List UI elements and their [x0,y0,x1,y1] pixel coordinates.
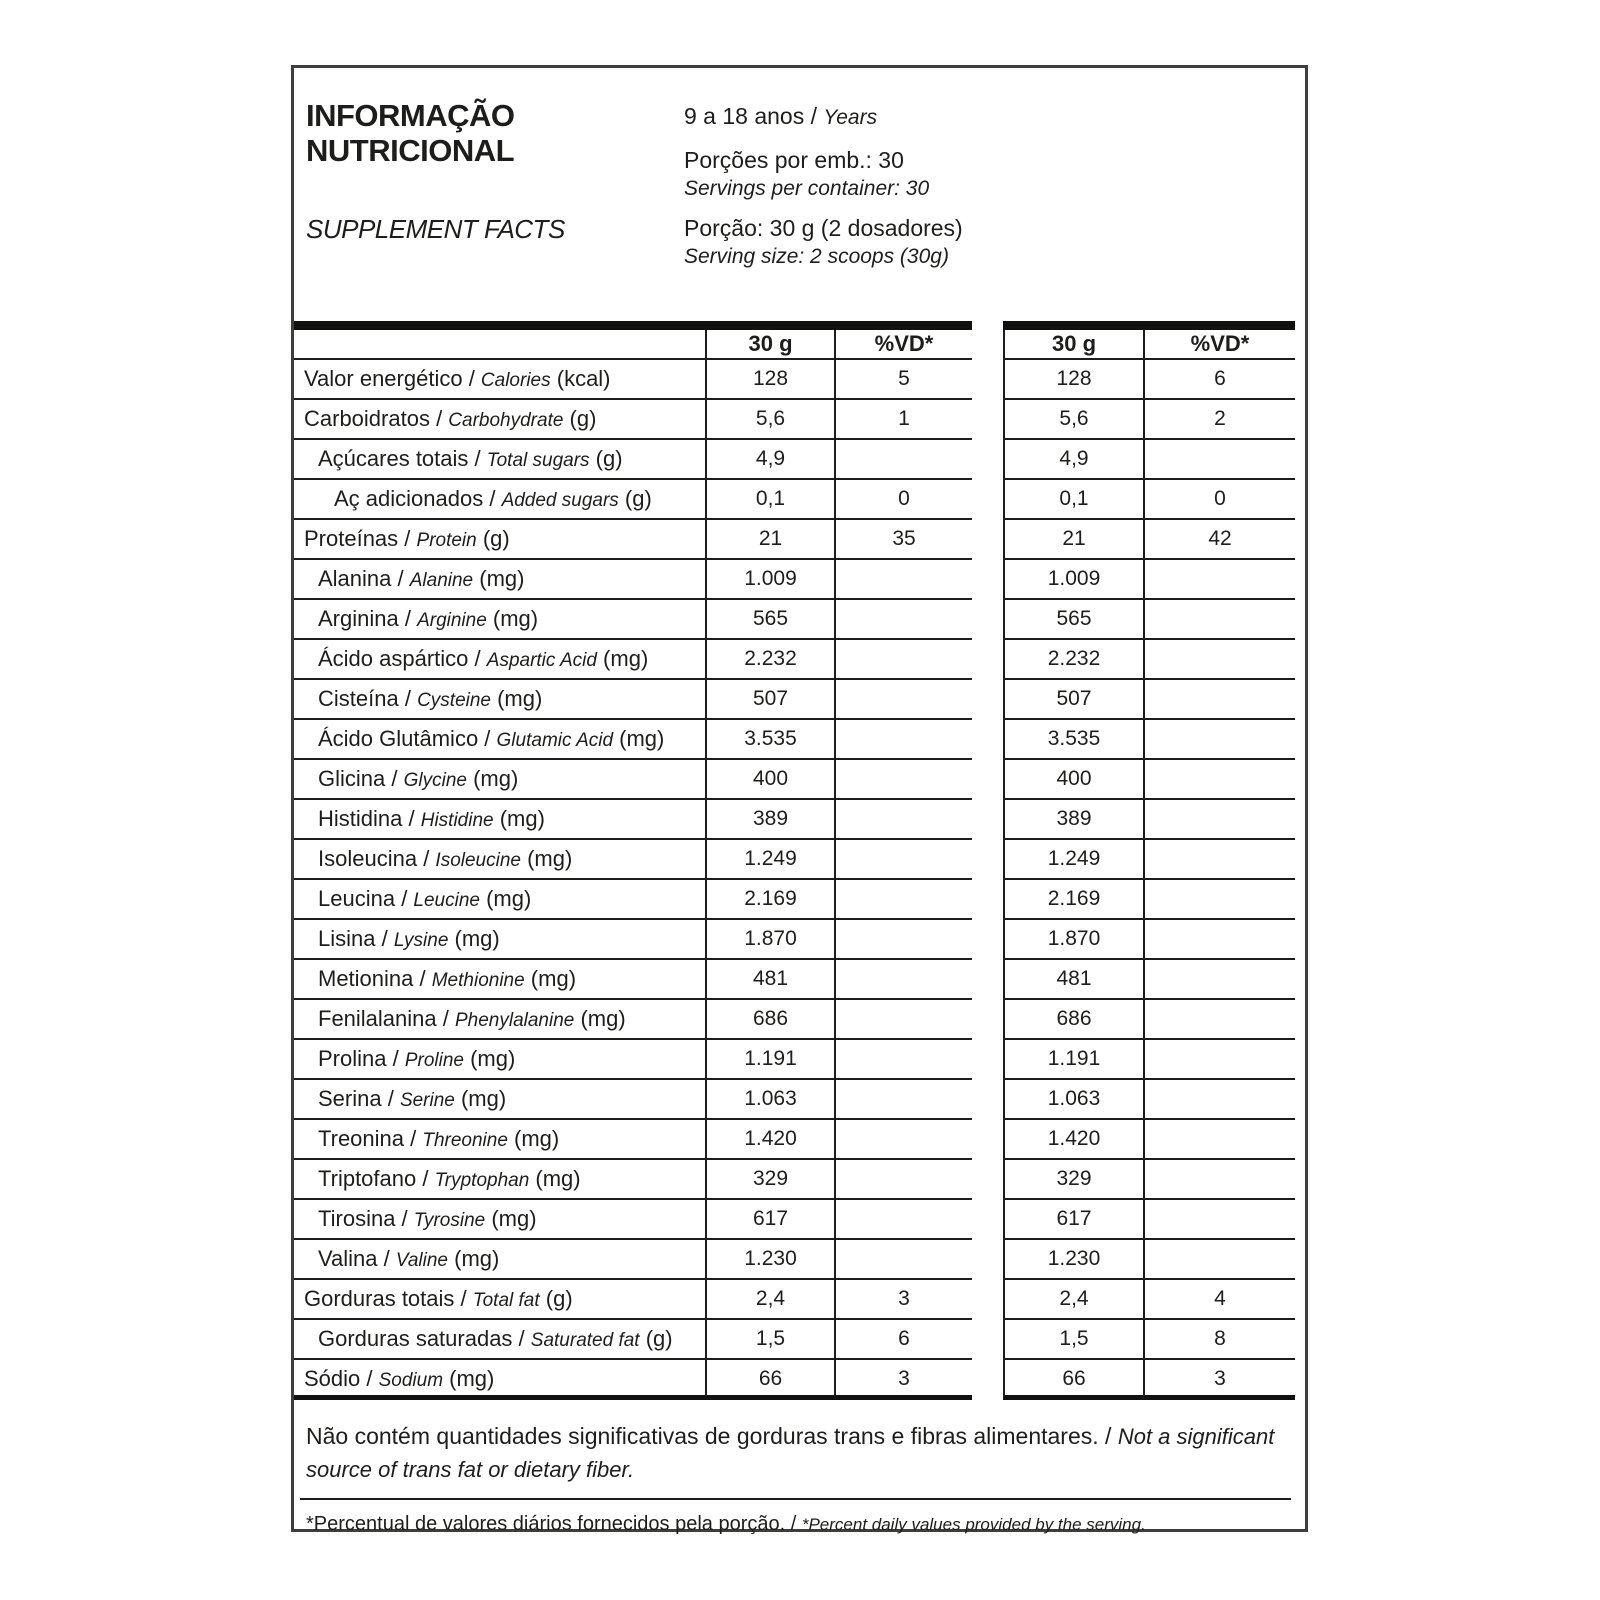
row-label-pt: Metionina [318,966,414,991]
column-header-dv-2: %VD* [1143,330,1295,360]
slash-separator: / [413,966,432,991]
row-label-pt: Leucina [318,886,396,911]
dv-cell-2: 6 [1143,360,1295,400]
row-label-pt: Aç adicionados [334,486,484,511]
servings-per-container-pt: Porções por emb.: 30 [684,147,904,173]
row-label-pt: Alanina [318,566,392,591]
dv-cell-2 [1143,1200,1295,1240]
row-unit: (mg) [529,1166,581,1191]
dv-cell-2: 4 [1143,1280,1295,1320]
amount-cell-2: 400 [1003,760,1143,800]
row-label-en: Isoleucine [435,850,521,871]
row-label [294,520,705,560]
dv-cell-2 [1143,640,1295,680]
row-unit: (mg) [493,806,545,831]
row-label-en: Glycine [403,770,467,791]
row-label [294,1200,705,1240]
row-unit: (g) [563,406,597,431]
row-label-pt: Sódio [304,1366,361,1391]
column-gap [972,920,1003,960]
row-label-pt: Isoleucina [318,846,418,871]
amount-cell-2: 1.420 [1003,1120,1143,1160]
dv-cell-1: 3 [834,1280,972,1320]
dv-cell-2 [1143,1040,1295,1080]
slash-separator: / [804,103,824,129]
row-label-en: Total sugars [486,450,590,471]
slash-separator: / [512,1326,531,1351]
dv-cell-2: 3 [1143,1360,1295,1400]
row-unit: (mg) [520,846,573,871]
row-label [294,1160,705,1200]
column-gap [972,400,1003,440]
row-unit: (mg) [454,1086,507,1111]
slash-separator: / [391,566,410,591]
amount-cell-1: 400 [705,760,834,800]
dv-cell-2 [1143,720,1295,760]
table-top-bar-gap [972,321,1003,330]
slash-separator: / [416,1166,435,1191]
row-unit: (mg) [524,966,577,991]
column-gap [972,1120,1003,1160]
row-unit: (g) [639,1326,673,1351]
footnote-divider [300,1498,1291,1500]
row-label-en: Carbohydrate [448,410,564,431]
row-label [294,1040,705,1080]
row-unit: (mg) [596,646,649,671]
dv-cell-1 [834,1080,972,1120]
row-label [294,400,705,440]
row-label-pt: Prolina [318,1046,387,1071]
daily-value-footnote [306,1513,1295,1536]
serving-info [684,98,1295,321]
trans-fat-note [306,1420,1291,1486]
amount-cell-1: 686 [705,1000,834,1040]
row-label-pt: Açúcares totais [318,446,469,471]
dv-cell-2 [1143,760,1295,800]
slash-separator: / [377,1246,396,1271]
dv-cell-1 [834,1120,972,1160]
amount-cell-1: 21 [705,520,834,560]
amount-cell-2: 1.249 [1003,840,1143,880]
column-gap [972,1040,1003,1080]
row-label-pt: Cisteína [318,686,399,711]
serving-size-en: Serving size: 2 scoops (30g) [684,245,949,268]
row-unit: (mg) [473,566,525,591]
row-unit: (mg) [507,1126,560,1151]
slash-separator: / [404,1126,423,1151]
dv-cell-2 [1143,600,1295,640]
dv-cell-1 [834,720,972,760]
row-label [294,1360,705,1400]
dv-cell-1 [834,440,972,480]
amount-cell-1: 1.230 [705,1240,834,1280]
row-label-pt: Gorduras saturadas [318,1326,513,1351]
column-gap [972,1320,1003,1360]
row-unit: (g) [539,1286,573,1311]
row-label-en: Protein [416,530,477,551]
dv-cell-2 [1143,680,1295,720]
label-header [294,68,1305,321]
amount-cell-2: 1.191 [1003,1040,1143,1080]
dv-cell-1 [834,960,972,1000]
amount-cell-2: 1.230 [1003,1240,1143,1280]
column-gap [972,1240,1003,1280]
row-label-pt: Ácido aspártico [318,646,469,671]
slash-separator: / [398,526,417,551]
serving-size-pt: Porção: 30 g (2 dosadores) [684,215,963,241]
row-unit: (mg) [466,766,519,791]
slash-separator: / [468,646,487,671]
slash-separator: / [454,1286,473,1311]
row-label-pt: Ácido Glutâmico [318,726,479,751]
dv-cell-1: 0 [834,480,972,520]
panel-title-pt-line1: INFORMAÇÃO [306,98,515,133]
dv-cell-1: 6 [834,1320,972,1360]
amount-cell-1: 1.870 [705,920,834,960]
row-label [294,680,705,720]
dv-cell-1: 35 [834,520,972,560]
dv-cell-2 [1143,560,1295,600]
column-gap [972,560,1003,600]
amount-cell-1: 481 [705,960,834,1000]
slash-separator: / [429,406,449,431]
header-empty-cell [294,330,705,360]
row-unit: (mg) [448,1246,500,1271]
column-gap [972,1360,1003,1400]
row-unit: (mg) [485,1206,537,1231]
row-label-pt: Valor energético [304,366,463,391]
trans-fat-note-pt: Não contém quantidades significativas de gorduras trans e fibras alimentares. [306,1423,1099,1449]
row-label [294,560,705,600]
row-label-pt: Gorduras totais [304,1286,455,1311]
row-label [294,640,705,680]
dv-cell-1 [834,560,972,600]
column-gap [972,600,1003,640]
slash-separator: / [395,886,414,911]
slash-separator: / [385,766,404,791]
amount-cell-2: 2,4 [1003,1280,1143,1320]
dv-cell-1 [834,1160,972,1200]
column-header-amount-2: 30 g [1003,330,1143,360]
amount-cell-1: 1.249 [705,840,834,880]
row-label-en: Threonine [422,1130,508,1151]
amount-cell-1: 2,4 [705,1280,834,1320]
dv-cell-2 [1143,440,1295,480]
slash-separator: / [395,1206,414,1231]
table-top-bar-left [294,321,972,330]
amount-cell-2: 686 [1003,1000,1143,1040]
dv-cell-1 [834,920,972,960]
slash-separator: / [417,846,436,871]
table-top-bar-right [1003,321,1295,330]
row-label-en: Tryptophan [434,1170,530,1191]
row-label [294,1080,705,1120]
row-label-en: Arginine [417,610,487,631]
dv-cell-1 [834,640,972,680]
amount-cell-2: 2.169 [1003,880,1143,920]
dv-cell-2 [1143,1000,1295,1040]
row-label [294,1120,705,1160]
row-label [294,1240,705,1280]
row-label-en: Phenylalanine [454,1010,575,1031]
amount-cell-2: 66 [1003,1360,1143,1400]
amount-cell-1: 3.535 [705,720,834,760]
row-label-pt: Treonina [318,1126,405,1151]
slash-separator: / [402,806,421,831]
row-label [294,880,705,920]
amount-cell-2: 617 [1003,1200,1143,1240]
panel-title-pt-line2: NUTRICIONAL [306,133,515,168]
daily-value-footnote-pt: *Percentual de valores diários fornecidos pela porção. [306,1513,786,1535]
dv-cell-2 [1143,1120,1295,1160]
age-range-pt: 9 a 18 anos [684,103,805,129]
row-label-en: Leucine [413,890,480,911]
row-label [294,1320,705,1360]
amount-cell-1: 507 [705,680,834,720]
nutrition-table [294,321,1305,1400]
amount-cell-2: 1.009 [1003,560,1143,600]
row-label-en: Glutamic Acid [496,730,614,751]
dv-cell-2 [1143,1160,1295,1200]
dv-cell-1 [834,880,972,920]
dv-cell-1 [834,1200,972,1240]
column-gap [972,360,1003,400]
row-label [294,360,705,400]
amount-cell-1: 389 [705,800,834,840]
row-label [294,840,705,880]
amount-cell-2: 565 [1003,600,1143,640]
amount-cell-2: 5,6 [1003,400,1143,440]
amount-cell-2: 128 [1003,360,1143,400]
row-unit: (g) [618,486,652,511]
column-gap [972,840,1003,880]
row-unit: (mg) [463,1046,516,1071]
dv-cell-1: 3 [834,1360,972,1400]
dv-cell-2 [1143,840,1295,880]
row-label [294,800,705,840]
dv-cell-1 [834,840,972,880]
amount-cell-1: 617 [705,1200,834,1240]
amount-cell-2: 0,1 [1003,480,1143,520]
row-label-pt: Arginina [318,606,399,631]
row-label [294,920,705,960]
amount-cell-2: 389 [1003,800,1143,840]
row-label-en: Valine [395,1250,448,1271]
panel-title-en: SUPPLEMENT FACTS [306,214,565,244]
row-label-pt: Proteínas [304,526,399,551]
amount-cell-2: 507 [1003,680,1143,720]
row-unit: (mg) [613,726,665,751]
amount-cell-1: 2.232 [705,640,834,680]
dv-cell-1 [834,1240,972,1280]
row-label [294,1000,705,1040]
column-gap [972,1080,1003,1120]
amount-cell-2: 329 [1003,1160,1143,1200]
trans-fat-note-en: Not a significant source of trans fat or dietary fiber. [306,1424,1275,1482]
dv-cell-1 [834,680,972,720]
column-gap [972,1160,1003,1200]
column-gap [972,1000,1003,1040]
amount-cell-2: 4,9 [1003,440,1143,480]
column-gap [972,760,1003,800]
amount-cell-1: 0,1 [705,480,834,520]
slash-separator: / [1098,1423,1118,1449]
amount-cell-1: 329 [705,1160,834,1200]
row-label-en: Added sugars [501,490,619,511]
dv-cell-2: 2 [1143,400,1295,440]
row-label-pt: Triptofano [318,1166,417,1191]
column-gap [972,440,1003,480]
column-gap [972,880,1003,920]
column-gap [972,330,1003,360]
row-label-pt: Lisina [318,926,376,951]
dv-cell-2 [1143,1240,1295,1280]
slash-separator: / [478,726,497,751]
amount-cell-1: 1,5 [705,1320,834,1360]
row-label-en: Histidine [420,810,494,831]
row-unit: (g) [589,446,623,471]
row-label-en: Proline [404,1050,464,1071]
slash-separator: / [398,606,418,631]
row-unit: (mg) [574,1006,626,1031]
row-label [294,720,705,760]
row-unit: (mg) [448,926,500,951]
row-label-en: Calories [480,370,551,391]
daily-value-footnote-en: *Percent daily values provided by the serving. [801,1515,1146,1534]
row-label-en: Methionine [431,970,525,991]
dv-cell-1: 1 [834,400,972,440]
column-gap [972,680,1003,720]
dv-cell-2: 8 [1143,1320,1295,1360]
nutrition-label-panel [291,65,1308,1535]
dv-cell-2: 42 [1143,520,1295,560]
row-label-en: Lysine [393,930,449,951]
dv-cell-1 [834,600,972,640]
row-label-pt: Histidina [318,806,403,831]
column-header-dv-1: %VD* [834,330,972,360]
slash-separator: / [375,926,394,951]
row-label-pt: Serina [318,1086,382,1111]
amount-cell-2: 481 [1003,960,1143,1000]
row-unit: (mg) [490,686,543,711]
row-unit: (mg) [479,886,532,911]
amount-cell-2: 2.232 [1003,640,1143,680]
amount-cell-1: 4,9 [705,440,834,480]
column-gap [972,1280,1003,1320]
row-label-en: Alanine [409,570,474,591]
servings-per-container-en: Servings per container: 30 [684,177,930,200]
column-gap [972,640,1003,680]
row-label [294,600,705,640]
slash-separator: / [398,686,418,711]
row-label-pt: Fenilalanina [318,1006,437,1031]
slash-separator: / [436,1006,455,1031]
amount-cell-1: 66 [705,1360,834,1400]
amount-cell-2: 1.063 [1003,1080,1143,1120]
amount-cell-2: 3.535 [1003,720,1143,760]
row-label [294,960,705,1000]
amount-cell-1: 128 [705,360,834,400]
dv-cell-2 [1143,920,1295,960]
row-unit: (kcal) [550,366,611,391]
amount-cell-1: 2.169 [705,880,834,920]
amount-cell-1: 565 [705,600,834,640]
slash-separator: / [462,366,481,391]
row-label [294,760,705,800]
dv-cell-1: 5 [834,360,972,400]
column-gap [972,480,1003,520]
dv-cell-2 [1143,960,1295,1000]
column-gap [972,720,1003,760]
amount-cell-2: 1,5 [1003,1320,1143,1360]
column-gap [972,800,1003,840]
row-label-en: Tyrosine [413,1210,486,1231]
slash-separator: / [360,1366,379,1391]
age-range [684,103,1295,130]
row-label-en: Saturated fat [530,1330,640,1351]
amount-cell-2: 1.870 [1003,920,1143,960]
slash-separator: / [785,1513,802,1535]
age-range-en: Years [823,106,878,129]
row-label-en: Aspartic Acid [486,650,597,671]
dv-cell-2: 0 [1143,480,1295,520]
label-header-left [306,98,684,321]
amount-cell-1: 1.009 [705,560,834,600]
row-label-pt: Valina [318,1246,378,1271]
dv-cell-1 [834,760,972,800]
dv-cell-1 [834,1000,972,1040]
column-gap [972,1200,1003,1240]
row-label-en: Serine [399,1090,455,1111]
column-gap [972,960,1003,1000]
row-label [294,1280,705,1320]
dv-cell-1 [834,1040,972,1080]
dv-cell-2 [1143,1080,1295,1120]
dv-cell-1 [834,800,972,840]
row-label-en: Sodium [378,1370,444,1391]
row-unit: (mg) [443,1366,495,1391]
row-label [294,440,705,480]
slash-separator: / [483,486,502,511]
row-label-pt: Glicina [318,766,386,791]
dv-cell-2 [1143,880,1295,920]
column-gap [972,520,1003,560]
amount-cell-1: 1.420 [705,1120,834,1160]
amount-cell-1: 1.191 [705,1040,834,1080]
row-label-en: Cysteine [417,690,491,711]
column-header-amount-1: 30 g [705,330,834,360]
row-label-pt: Tirosina [318,1206,396,1231]
row-label [294,480,705,520]
row-unit: (g) [476,526,510,551]
row-label-pt: Carboidratos [304,406,430,431]
slash-separator: / [468,446,487,471]
row-label-en: Total fat [472,1290,540,1311]
amount-cell-2: 21 [1003,520,1143,560]
dv-cell-2 [1143,800,1295,840]
amount-cell-1: 1.063 [705,1080,834,1120]
slash-separator: / [386,1046,405,1071]
amount-cell-1: 5,6 [705,400,834,440]
row-unit: (mg) [486,606,539,631]
slash-separator: / [381,1086,400,1111]
